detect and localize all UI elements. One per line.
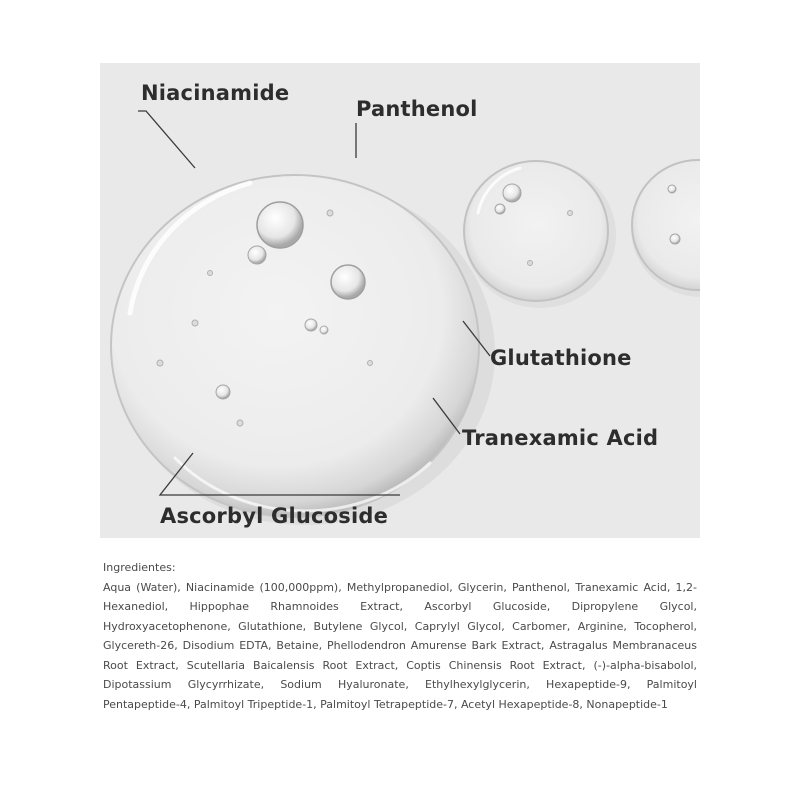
bubble xyxy=(216,385,230,399)
bubble xyxy=(503,184,521,202)
bubble xyxy=(368,361,373,366)
bubble xyxy=(248,246,266,264)
bubble xyxy=(528,261,533,266)
callout-panthenol: Panthenol xyxy=(356,97,478,121)
bubble xyxy=(327,210,333,216)
bubble xyxy=(670,234,680,244)
ingredients-section xyxy=(103,558,697,714)
bubble xyxy=(320,326,328,334)
bubble xyxy=(257,202,303,248)
bubble xyxy=(668,185,676,193)
ingredients-heading: Ingredientes: xyxy=(103,561,176,574)
ingredients-list: Aqua (Water), Niacinamide (100,000ppm), Methylpropanediol, Glycerin, Panthenol, Tranexamic Acid, 1,2-Hexanediol, Hippophae Rhamnoides Extract, Ascorbyl Glucoside, Dipropylene Glycol, Hydroxyacetophenone, Glutathione, Butylene Glycol, Caprylyl Glycol, Carbomer, Arginine, Tocopherol, Glycereth-26, Disodium EDTA, Betaine, Phellodendron Amurense Bark Extract, Astragalus Membranaceus Root Extract, Scutellaria Baicalensis Root Extract, Coptis Chinensis Root Extract, (-)-alpha-bisabolol, Dipotassium Glycyrrhizate, Sodium Hyaluronate, Ethylhexylglycerin, Hexapeptide-9, Palmitoyl Pentapeptide-4, Palmitoyl Tripeptide-1, Palmitoyl Tetrapeptide-7, Acetyl Hexapeptide-8, Nonapeptide-1 xyxy=(103,580,697,711)
bubble xyxy=(157,360,163,366)
callout-tranexamic-acid: Tranexamic Acid xyxy=(462,426,659,450)
bubble xyxy=(568,211,573,216)
bubble xyxy=(305,319,317,331)
bubble xyxy=(208,271,213,276)
callout-ascorbyl-glucoside: Ascorbyl Glucoside xyxy=(160,504,389,528)
serum-hero-image xyxy=(100,63,700,538)
bubble xyxy=(237,420,243,426)
serum-drops-illustration xyxy=(100,63,700,538)
bubble xyxy=(495,204,505,214)
callout-glutathione: Glutathione xyxy=(490,346,632,370)
bubble xyxy=(192,320,198,326)
bubble xyxy=(331,265,365,299)
medium-serum-drop xyxy=(464,161,608,301)
callout-niacinamide: Niacinamide xyxy=(141,81,290,105)
